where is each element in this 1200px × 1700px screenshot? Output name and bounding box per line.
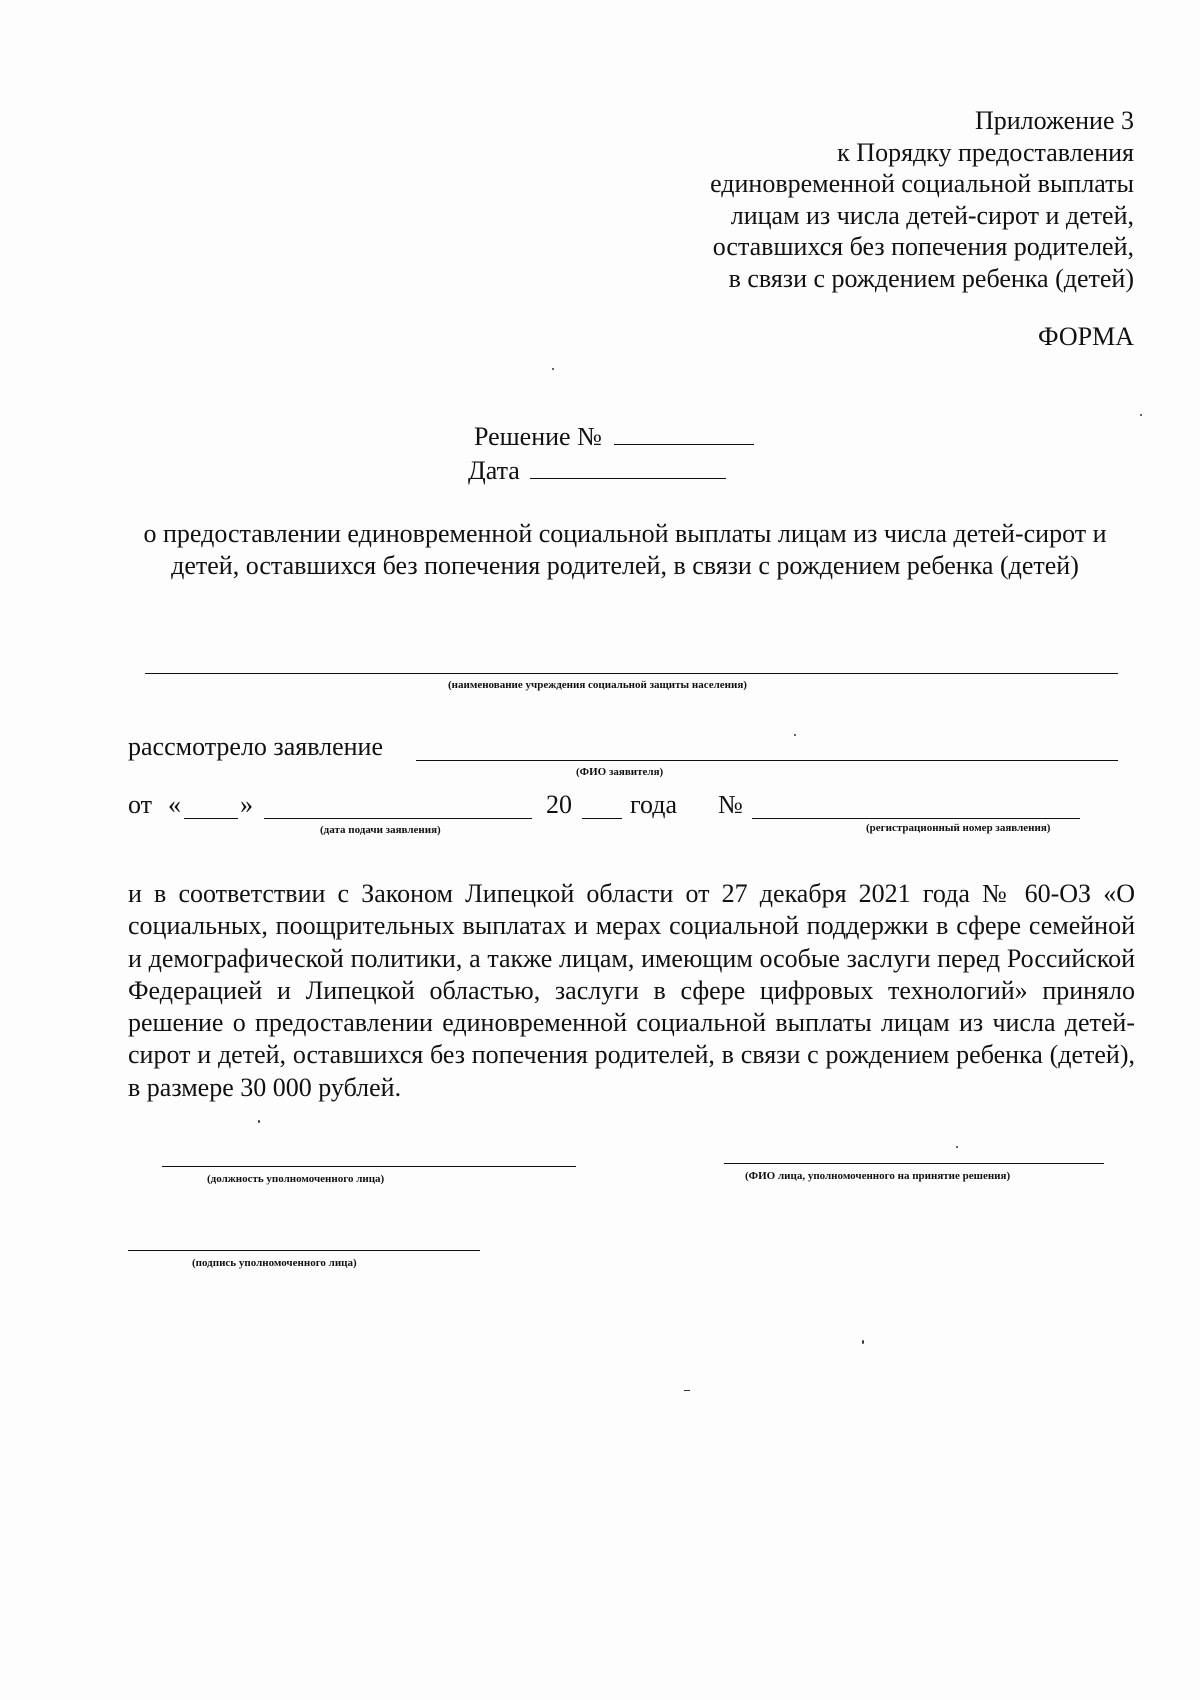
institution-field[interactable] <box>145 673 1118 674</box>
annex-line: лицам из числа детей-сирот и детей, <box>730 200 1134 230</box>
decision-subject: о предоставлении единовременной социальной выплаты лицам из числа детей-сирот и детей, оставшихся без попечения родителей, в связи с рождением ребенка (детей) <box>143 519 1107 580</box>
fio-field[interactable] <box>724 1163 1104 1164</box>
year-prefix: 20 <box>546 790 572 819</box>
decision-date-label: Дата <box>468 456 520 485</box>
scan-speck <box>862 1340 864 1344</box>
institution-caption: (наименование учреждения социальной защиты населения) <box>448 679 747 691</box>
annex-line: Приложение 3 <box>974 106 1134 135</box>
year-field[interactable] <box>582 818 622 819</box>
signature-field[interactable] <box>128 1250 480 1251</box>
decision-number-row <box>474 420 754 454</box>
annex-header <box>710 105 1134 294</box>
close-quote: » <box>240 790 253 819</box>
day-field[interactable] <box>184 818 238 819</box>
decision-number-field[interactable] <box>614 420 754 445</box>
annex-line: к Порядку предоставления <box>837 137 1134 167</box>
applicant-name-field[interactable] <box>416 760 1118 761</box>
form-label: ФОРМА <box>1038 322 1134 351</box>
regnum-caption: (регистрационный номер заявления) <box>866 822 1051 834</box>
open-quote: « <box>168 790 181 819</box>
decision-date-field[interactable] <box>530 454 726 479</box>
from-label: от <box>128 790 153 819</box>
decision-header <box>468 420 754 488</box>
date-caption: (дата подачи заявления) <box>320 824 441 836</box>
year-suffix: года <box>630 790 678 819</box>
scan-speck <box>1140 414 1142 416</box>
position-field[interactable] <box>162 1166 576 1167</box>
scan-speck <box>794 734 796 736</box>
signature-caption: (подпись уполномоченного лица) <box>192 1257 357 1269</box>
scan-speck <box>684 1390 690 1391</box>
scan-speck <box>956 1146 958 1148</box>
scan-speck <box>552 368 554 370</box>
number-sign: № <box>718 790 743 819</box>
annex-line: в связи с рождением ребенка (детей) <box>728 263 1134 293</box>
decision-number-label: Решение № <box>474 422 602 451</box>
registration-number-field[interactable] <box>752 818 1080 819</box>
scan-speck <box>258 1120 260 1123</box>
applicant-caption: (ФИО заявителя) <box>576 766 664 778</box>
month-field[interactable] <box>264 818 532 819</box>
fio-caption: (ФИО лица, уполномоченного на принятие решения) <box>745 1170 1011 1182</box>
position-caption: (должность уполномоченного лица) <box>207 1173 385 1185</box>
annex-line: единовременной социальной выплаты <box>710 169 1134 198</box>
decision-body: и в соответствии с Законом Липецкой области от 27 декабря 2021 года № 60-ОЗ «О социальных, поощрительных выплатах и мерах социальной поддержки в сфере семейной и демографической политики, а также лицам, имеющим особые заслуги перед Российской Федерацией и Липецкой областью, заслуги в сфере цифровых технологий» приняло решение о предоставлении единовременной социальной выплаты лицам из числа детей-сирот и детей, оставшихся без попечения родителей, в связи с рождением ребенка (детей), в размере 30 000 рублей. <box>128 879 1135 1102</box>
decision-date-row <box>468 454 754 488</box>
reviewed-label: рассмотрело заявление <box>128 732 384 761</box>
annex-line: оставшихся без попечения родителей, <box>712 232 1134 261</box>
